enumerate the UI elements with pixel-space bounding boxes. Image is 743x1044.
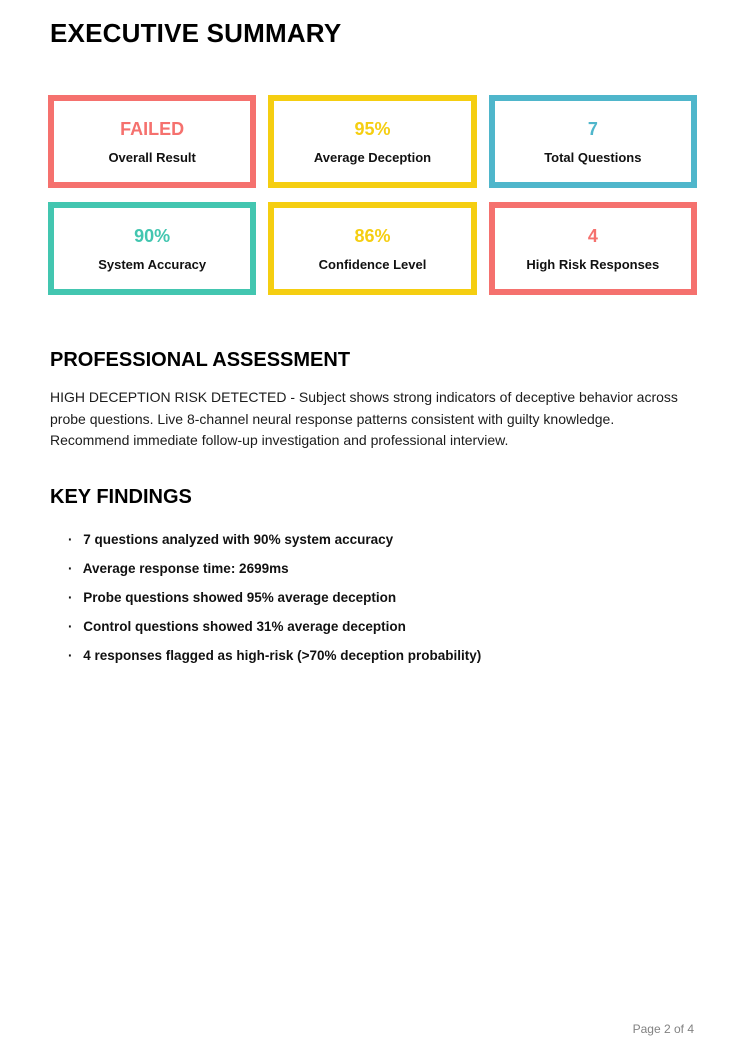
assessment-heading: PROFESSIONAL ASSESSMENT [50,349,351,371]
stat-label: Total Questions [544,149,642,165]
page-title: EXECUTIVE SUMMARY [50,18,342,48]
stat-value: FAILED [120,118,185,139]
stat-label: Overall Result [108,149,196,165]
finding-item [68,641,694,670]
stat-label: High Risk Responses [526,256,660,272]
finding-item [68,525,694,554]
stat-value: 86% [354,225,391,246]
stat-value: 7 [587,118,598,139]
stat-value: 90% [134,225,171,246]
stat-value: 95% [354,118,391,139]
stat-label: System Accuracy [98,256,207,272]
key-findings-heading: KEY FINDINGS [50,485,192,508]
page-number: Page 2 of 4 [632,1022,694,1036]
assessment-body-text: HIGH DECEPTION RISK DETECTED - Subject shows strong indicators of deceptive behavior across probe questions. Live 8-channel neural response patterns consistent with guilty knowledge. Recommend immediate follow-up investigation and professional interview. [50,389,678,448]
stat-card-system-accuracy [48,202,256,295]
finding-text: 4 responses flagged as high-risk (>70% deception probability) [83,647,482,663]
finding-item [68,554,694,583]
stat-card-high-risk-responses [489,202,697,295]
finding-text: Control questions showed 31% average deception [83,618,406,634]
report-page [0,18,743,1044]
finding-item [68,612,694,641]
bullet-icon: · [68,618,73,634]
summary-stat-grid [48,95,697,295]
stat-value: 4 [587,225,598,246]
stat-card-overall-result [48,95,256,188]
finding-item [68,583,694,612]
stat-card-average-deception [268,95,476,188]
stat-label: Confidence Level [318,256,427,272]
bullet-icon: · [68,531,73,547]
bullet-icon: · [68,560,73,576]
bullet-icon: · [68,589,73,605]
finding-text: Probe questions showed 95% average deception [83,589,397,605]
stat-card-total-questions [489,95,697,188]
finding-text: 7 questions analyzed with 90% system accuracy [83,531,394,547]
bullet-icon: · [68,647,73,663]
key-findings-list [68,525,694,670]
finding-text: Average response time: 2699ms [82,560,289,576]
stat-card-confidence-level [268,202,476,295]
stat-label: Average Deception [313,149,432,165]
